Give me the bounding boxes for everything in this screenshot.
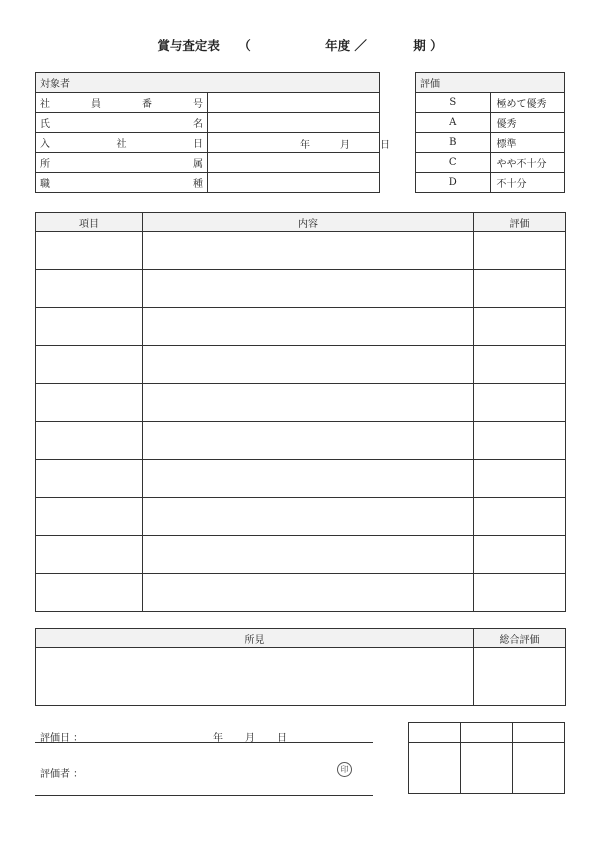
subject-label-job-type: 職 種 [40, 179, 203, 190]
join-date-month-label: 月 [340, 140, 350, 151]
eval-cell[interactable] [474, 232, 566, 270]
content-cell[interactable] [143, 460, 474, 498]
grade-row [416, 173, 565, 193]
eval-cell[interactable] [474, 422, 566, 460]
stamp-title-cell[interactable] [409, 723, 461, 743]
subject-row-join-date [36, 133, 380, 153]
content-cell[interactable] [143, 384, 474, 422]
subject-row-name [36, 113, 380, 133]
total-eval-cell[interactable] [474, 648, 566, 706]
title-open-paren: （ [238, 38, 251, 53]
grade-row [416, 93, 565, 113]
eval-cell[interactable] [474, 384, 566, 422]
eval-cell[interactable] [474, 308, 566, 346]
subject-value-department[interactable] [208, 153, 380, 173]
remarks-table [35, 628, 566, 706]
content-cell[interactable] [143, 346, 474, 384]
grade-description: 不十分 [490, 173, 565, 193]
grade-letter: S [416, 93, 491, 113]
item-cell[interactable] [36, 384, 143, 422]
subject-table [35, 72, 390, 193]
item-cell[interactable] [36, 308, 143, 346]
item-cell[interactable] [36, 498, 143, 536]
grade-description: 標準 [490, 133, 565, 153]
grade-letter: A [416, 113, 491, 133]
join-date-day-label: 日 [380, 140, 390, 151]
eval-cell[interactable] [474, 536, 566, 574]
eval-date-month-label: 月 [245, 733, 255, 744]
evaluation-row [36, 384, 566, 422]
remarks-cell[interactable] [36, 648, 474, 706]
item-cell[interactable] [36, 460, 143, 498]
eval-date-line[interactable] [35, 742, 373, 743]
grade-row [416, 153, 565, 173]
stamp-title-cell[interactable] [461, 723, 513, 743]
grade-letter: D [416, 173, 491, 193]
subject-value-employee-number[interactable] [208, 93, 380, 113]
stamp-title-cell[interactable] [513, 723, 565, 743]
evaluation-row [36, 422, 566, 460]
item-cell[interactable] [36, 422, 143, 460]
subject-label-name: 氏 名 [40, 119, 203, 130]
item-cell[interactable] [36, 536, 143, 574]
eval-cell[interactable] [474, 574, 566, 612]
seal-icon: 印 [337, 762, 352, 777]
stamp-cell[interactable] [513, 743, 565, 794]
eval-cell[interactable] [474, 460, 566, 498]
stamp-cell[interactable] [409, 743, 461, 794]
grade-letter: B [416, 133, 491, 153]
column-header-item: 項目 [36, 213, 143, 232]
subject-label-employee-number: 社 員 番 号 [40, 99, 203, 110]
eval-date-year-label: 年 [213, 733, 223, 744]
content-cell[interactable] [143, 270, 474, 308]
grade-description: 優秀 [490, 113, 565, 133]
evaluation-row [36, 536, 566, 574]
eval-date-label: 評価日 ： [40, 733, 84, 744]
item-cell[interactable] [36, 270, 143, 308]
evaluation-row [36, 346, 566, 384]
title-term-label: 期 ） [413, 38, 443, 53]
evaluation-row [36, 308, 566, 346]
stamp-cell[interactable] [461, 743, 513, 794]
evaluation-row [36, 498, 566, 536]
evaluator-label: 評価者 ： [40, 769, 84, 780]
content-cell[interactable] [143, 498, 474, 536]
grade-legend-table [415, 72, 565, 193]
eval-cell[interactable] [474, 498, 566, 536]
content-cell[interactable] [143, 536, 474, 574]
grade-description: やや不十分 [490, 153, 565, 173]
grade-description: 極めて優秀 [490, 93, 565, 113]
content-cell[interactable] [143, 308, 474, 346]
column-header-content: 内容 [143, 213, 474, 232]
evaluation-row [36, 574, 566, 612]
subject-label-department: 所 属 [40, 159, 203, 170]
subject-row-department [36, 153, 380, 173]
evaluator-line[interactable] [35, 795, 373, 796]
evaluation-table [35, 212, 566, 612]
subject-value-name[interactable] [208, 113, 380, 133]
subject-row-job-type [36, 173, 380, 193]
column-header-remarks: 所見 [36, 629, 474, 648]
grade-letter: C [416, 153, 491, 173]
item-cell[interactable] [36, 232, 143, 270]
content-cell[interactable] [143, 232, 474, 270]
page-title [0, 36, 600, 54]
content-cell[interactable] [143, 422, 474, 460]
content-cell[interactable] [143, 574, 474, 612]
subject-value-job-type[interactable] [208, 173, 380, 193]
eval-date-day-label: 日 [277, 733, 287, 744]
item-cell[interactable] [36, 346, 143, 384]
grade-header: 評価 [416, 73, 565, 93]
title-year-label: 年度 ／ [325, 38, 367, 53]
evaluation-row [36, 232, 566, 270]
subject-value-join-date[interactable] [208, 133, 390, 153]
title-name: 賞与査定表 [157, 38, 220, 53]
eval-cell[interactable] [474, 270, 566, 308]
grade-row [416, 133, 565, 153]
evaluation-row [36, 270, 566, 308]
item-cell[interactable] [36, 574, 143, 612]
column-header-total-eval: 総合評価 [474, 629, 566, 648]
eval-cell[interactable] [474, 346, 566, 384]
evaluation-row [36, 460, 566, 498]
column-header-eval: 評価 [474, 213, 566, 232]
approval-stamp-table [408, 722, 565, 794]
grade-row [416, 113, 565, 133]
join-date-year-label: 年 [300, 140, 310, 151]
subject-label-join-date: 入 社 日 [40, 139, 203, 150]
subject-header: 対象者 [36, 73, 380, 93]
subject-row-employee-number [36, 93, 380, 113]
